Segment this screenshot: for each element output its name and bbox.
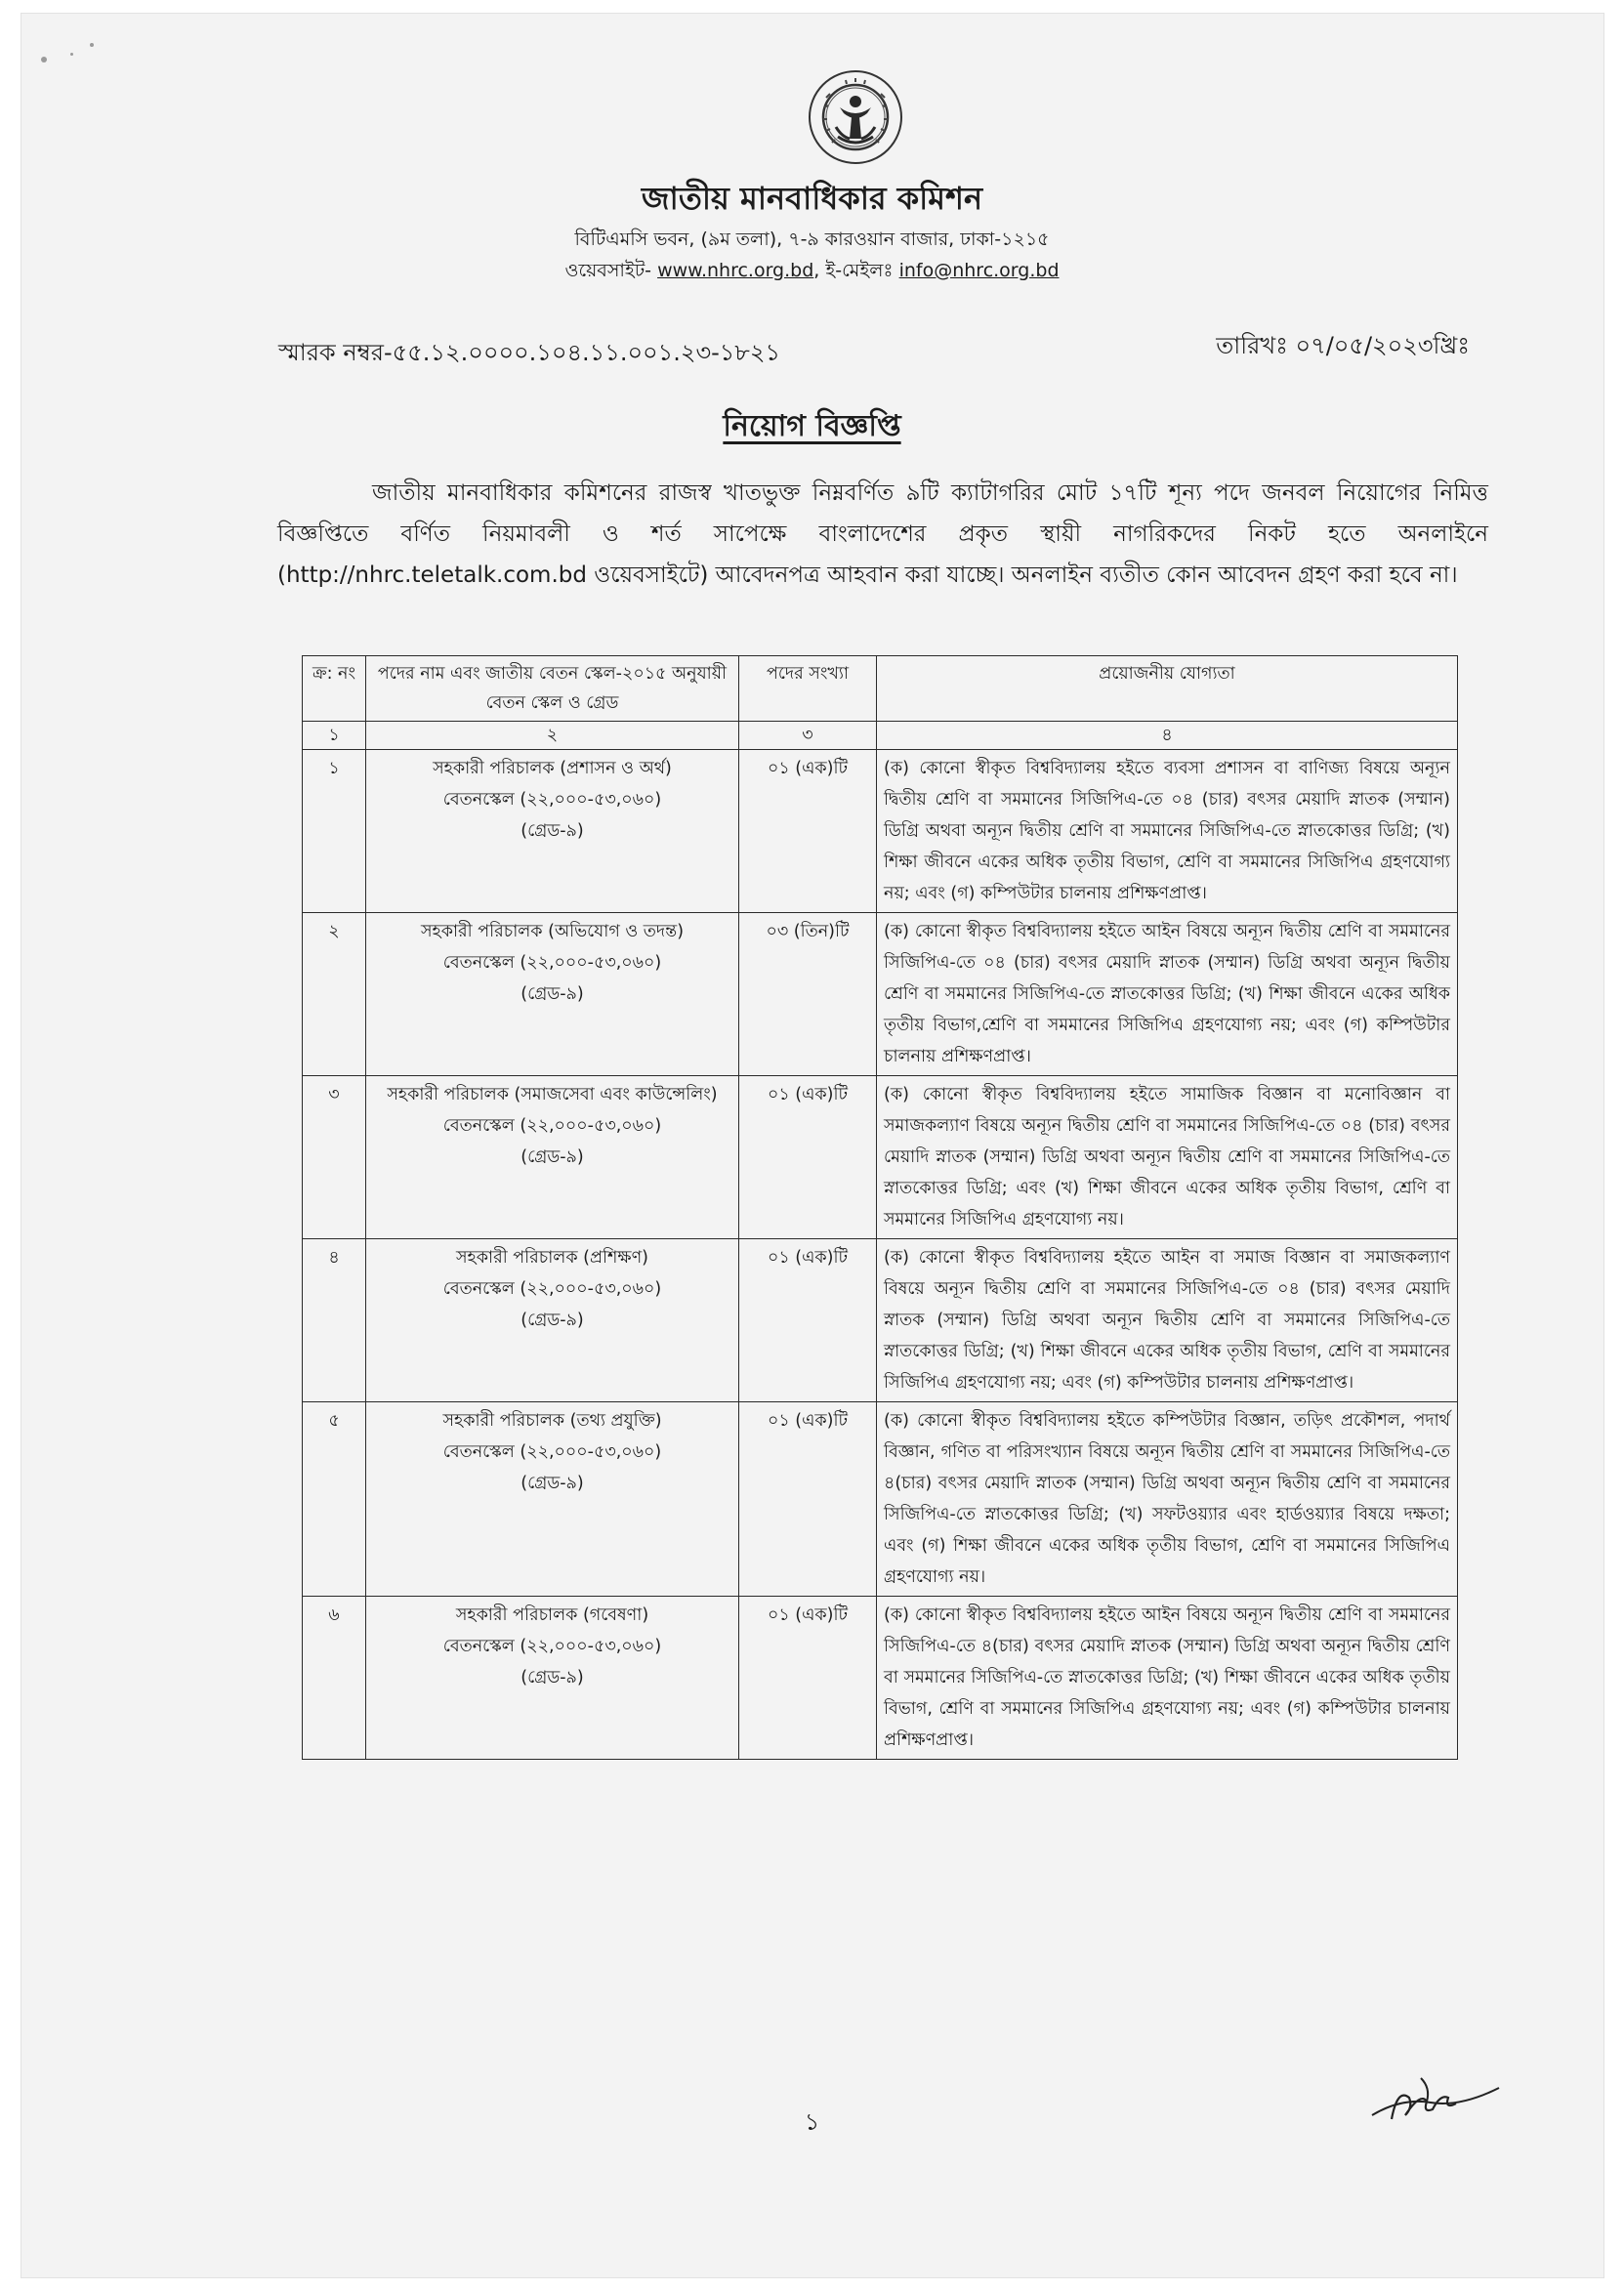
post-scale: বেতনস্কেল (২২,০০০-৫৩,০৬০)	[442, 1116, 662, 1136]
post-grade: (গ্রেড-৯)	[521, 1147, 584, 1167]
row-count: ০১ (এক)টি	[739, 1076, 877, 1239]
table-row	[303, 1402, 1458, 1597]
row-qualification: (ক) কোনো স্বীকৃত বিশ্ববিদ্যালয় হইতে কম্পিউটার বিজ্ঞান, তড়িৎ প্রকৌশল, পদার্থ বিজ্ঞান, গণিত বা পরিসংখ্যান বিষয়ে অন্যূন দ্বিতীয় শ্রেণি বা সমমানের সিজিপিএ-তে ৪(চার) বৎসর মেয়াদি স্নাতক (সম্মান) ডিগ্রি অথবা অন্যূন দ্বিতীয় শ্রেণি বা সমমানের সিজিপিএ-তে স্নাতকোত্তর ডিগ্রি; (খ) সফটওয়্যার এবং হার্ডওয়্যার বিষয়ে দক্ষতা; এবং (গ) শিক্ষা জীবনে একের অধিক তৃতীয় বিভাগ, শ্রেণি বা সমমানের সিজিপিএ গ্রহণযোগ্য নয়।	[877, 1402, 1458, 1597]
row-qualification: (ক) কোনো স্বীকৃত বিশ্ববিদ্যালয় হইতে আইন বা সমাজ বিজ্ঞান বা সমাজকল্যাণ বিষয়ে অন্যূন দ্বিতীয় শ্রেণি বা সমমানের সিজিপিএ-তে ০৪ (চার) বৎসর মেয়াদি স্নাতক (সম্মান) ডিগ্রি অথবা অন্যূন দ্বিতীয় শ্রেণি বা সমমানের সিজিপিএ-তে স্নাতকোত্তর ডিগ্রি; (খ) শিক্ষা জীবনে একের অধিক তৃতীয় বিভাগ, শ্রেণি বা সমমানের সিজিপিএ গ্রহণযোগ্য নয়; এবং (গ) কম্পিউটার চালনায় প্রশিক্ষণপ্রাপ্ত।	[877, 1239, 1458, 1402]
row-serial: ৪	[303, 1239, 366, 1402]
row-post	[366, 913, 739, 1076]
post-scale: বেতনস্কেল (২২,০০০-৫৩,০৬০)	[442, 1637, 662, 1656]
row-count: ০১ (এক)টি	[739, 1402, 877, 1597]
col-header-serial: ক্র: নং	[303, 656, 366, 722]
email-label: , ই-মেইলঃ	[813, 260, 894, 281]
table-row	[303, 1076, 1458, 1239]
row-post	[366, 1402, 739, 1597]
col-header-qualification: প্রয়োজনীয় যোগ্যতা	[877, 656, 1458, 722]
page-number: ১	[804, 2108, 820, 2136]
scan-speck	[90, 43, 94, 47]
vacancy-table	[302, 655, 1458, 1760]
row-qualification: (ক) কোনো স্বীকৃত বিশ্ববিদ্যালয় হইতে ব্যবসা প্রশাসন বা বাণিজ্য বিষয়ে অন্যূন দ্বিতীয় শ্রেণি বা সমমানের সিজিপিএ-তে ০৪ (চার) বৎসর মেয়াদি স্নাতক (সম্মান) ডিগ্রি অথবা অন্যূন দ্বিতীয় শ্রেণি বা সমমানের সিজিপিএ-তে স্নাতকোত্তর ডিগ্রি; (খ) শিক্ষা জীবনে একের অধিক তৃতীয় বিভাগ, শ্রেণি বা সমমানের সিজিপিএ গ্রহণযোগ্য নয়; এবং (গ) কম্পিউটার চালনায় প্রশিক্ষণপ্রাপ্ত।	[877, 750, 1458, 913]
row-serial: ৬	[303, 1597, 366, 1760]
org-name: জাতীয় মানবাধিকার কমিশন	[641, 180, 983, 217]
website-link[interactable]: www.nhrc.org.bd	[657, 260, 814, 281]
scan-speck	[41, 57, 47, 62]
col-index: ২	[366, 722, 739, 750]
row-count: ০১ (এক)টি	[739, 1239, 877, 1402]
nhrc-emblem-icon	[807, 68, 904, 166]
post-grade: (গ্রেড-৯)	[521, 821, 584, 841]
notice-date: তারিখঃ ০৭/০৫/২০২৩খ্রিঃ	[1216, 332, 1470, 359]
scan-speck	[70, 53, 73, 56]
post-grade: (গ্রেড-৯)	[521, 1474, 584, 1493]
col-header-post: পদের নাম এবং জাতীয় বেতন স্কেল-২০১৫ অনুযায়ী বেতন স্কেল ও গ্রেড	[366, 656, 739, 722]
row-serial: ১	[303, 750, 366, 913]
row-serial: ৩	[303, 1076, 366, 1239]
post-name: সহকারী পরিচালক (প্রশিক্ষণ)	[456, 1248, 648, 1268]
row-serial: ৫	[303, 1402, 366, 1597]
row-count: ০৩ (তিন)টি	[739, 913, 877, 1076]
column-index-row	[303, 722, 1458, 750]
memo-number: স্মারক নম্বর-৫৫.১২.০০০০.১০৪.১১.০০১.২৩-১৮২১	[278, 339, 781, 366]
col-index: ৪	[877, 722, 1458, 750]
org-address: বিটিএমসি ভবন, (৯ম তলা), ৭-৯ কারওয়ান বাজার, ঢাকা-১২১৫	[574, 229, 1050, 250]
row-qualification: (ক) কোনো স্বীকৃত বিশ্ববিদ্যালয় হইতে আইন বিষয়ে অন্যূন দ্বিতীয় শ্রেণি বা সমমানের সিজিপিএ-তে ৪(চার) বৎসর মেয়াদি স্নাতক (সম্মান) ডিগ্রি অথবা অন্যূন দ্বিতীয় শ্রেণি বা সমমানের সিজিপিএ-তে স্নাতকোত্তর ডিগ্রি; (খ) শিক্ষা জীবনে একের অধিক তৃতীয় বিভাগ, শ্রেণি বা সমমানের সিজিপিএ গ্রহণযোগ্য নয়; এবং (গ) কম্পিউটার চালনায় প্রশিক্ষণপ্রাপ্ত।	[877, 1597, 1458, 1760]
row-post	[366, 1597, 739, 1760]
website-label: ওয়েবসাইট-	[564, 260, 652, 281]
post-scale: বেতনস্কেল (২২,০০০-৫৩,০৬০)	[442, 1279, 662, 1299]
row-count: ০১ (এক)টি	[739, 750, 877, 913]
row-count: ০১ (এক)টি	[739, 1597, 877, 1760]
post-grade: (গ্রেড-৯)	[521, 1668, 584, 1687]
post-grade: (গ্রেড-৯)	[521, 1311, 584, 1330]
post-name: সহকারী পরিচালক (সমাজসেবা এবং কাউন্সেলিং)	[387, 1085, 718, 1104]
table-row	[303, 1239, 1458, 1402]
intro-text: জাতীয় মানবাধিকার কমিশনের রাজস্ব খাতভুক্ত নিম্নবর্ণিত ৯টি ক্যাটাগরির মোট ১৭টি শূন্য পদে জনবল নিয়োগের নিমিত্ত বিজ্ঞপ্তিতে বর্ণিত নিয়মাবলী ও শর্ত সাপেক্ষে বাংলাদেশের প্রকৃত স্থায়ী নাগরিকদের নিকট হতে অনলাইনে (http://nhrc.teletalk.com.bd ওয়েবসাইটে) আবেদনপত্র আহবান করা যাচ্ছে। অনলাইন ব্যতীত কোন আবেদন গ্রহণ করা হবে না।	[277, 480, 1488, 588]
org-contact	[0, 257, 1624, 288]
table-row	[303, 1597, 1458, 1760]
notice-title: নিয়োগ বিজ্ঞপ্তি	[723, 409, 901, 443]
row-post	[366, 1239, 739, 1402]
row-serial: ২	[303, 913, 366, 1076]
post-name: সহকারী পরিচালক (তথ্য প্রযুক্তি)	[442, 1411, 662, 1431]
row-post	[366, 1076, 739, 1239]
col-header-count: পদের সংখ্যা	[739, 656, 877, 722]
col-index: ৩	[739, 722, 877, 750]
table-row	[303, 913, 1458, 1076]
row-qualification: (ক) কোনো স্বীকৃত বিশ্ববিদ্যালয় হইতে আইন বিষয়ে অন্যূন দ্বিতীয় শ্রেণি বা সমমানের সিজিপিএ-তে ০৪ (চার) বৎসর মেয়াদি স্নাতক (সম্মান) ডিগ্রি অথবা অন্যূন দ্বিতীয় শ্রেণি বা সমমানের সিজিপিএ-তে স্নাতকোত্তর ডিগ্রি; (খ) শিক্ষা জীবনে একের অধিক তৃতীয় বিভাগ,শ্রেণি বা সমমানের সিজিপিএ গ্রহণযোগ্য নয়; এবং (গ) কম্পিউটার চালনায় প্রশিক্ষণপ্রাপ্ত।	[877, 913, 1458, 1076]
post-scale: বেতনস্কেল (২২,০০০-৫৩,০৬০)	[442, 790, 662, 810]
post-name: সহকারী পরিচালক (অভিযোগ ও তদন্ত)	[420, 922, 685, 941]
table-row	[303, 750, 1458, 913]
intro-paragraph	[277, 473, 1488, 596]
row-qualification: (ক) কোনো স্বীকৃত বিশ্ববিদ্যালয় হইতে সামাজিক বিজ্ঞান বা মনোবিজ্ঞান বা সমাজকল্যাণ বিষয়ে অন্যূন দ্বিতীয় শ্রেণি বা সমমানের সিজিপিএ-তে ০৪ (চার) বৎসর মেয়াদি স্নাতক (সম্মান) ডিগ্রি অথবা অন্যূন দ্বিতীয় শ্রেণি বা সমমানের সিজিপিএ-তে স্নাতকোত্তর ডিগ্রি; এবং (খ) শিক্ষা জীবনে একের অধিক তৃতীয় বিভাগ, শ্রেণি বা সমমানের সিজিপিএ গ্রহণযোগ্য নয়।	[877, 1076, 1458, 1239]
post-scale: বেতনস্কেল (২২,০০০-৫৩,০৬০)	[442, 953, 662, 973]
post-name: সহকারী পরিচালক (গবেষণা)	[455, 1605, 649, 1625]
email-link[interactable]: info@nhrc.org.bd	[898, 260, 1060, 281]
table-header-row	[303, 656, 1458, 722]
post-scale: বেতনস্কেল (২২,০০০-৫৩,০৬০)	[442, 1442, 662, 1462]
signature-icon	[1362, 2059, 1509, 2137]
col-index: ১	[303, 722, 366, 750]
post-name: সহকারী পরিচালক (প্রশাসন ও অর্থ)	[433, 759, 672, 778]
row-post	[366, 750, 739, 913]
post-grade: (গ্রেড-৯)	[521, 984, 584, 1004]
